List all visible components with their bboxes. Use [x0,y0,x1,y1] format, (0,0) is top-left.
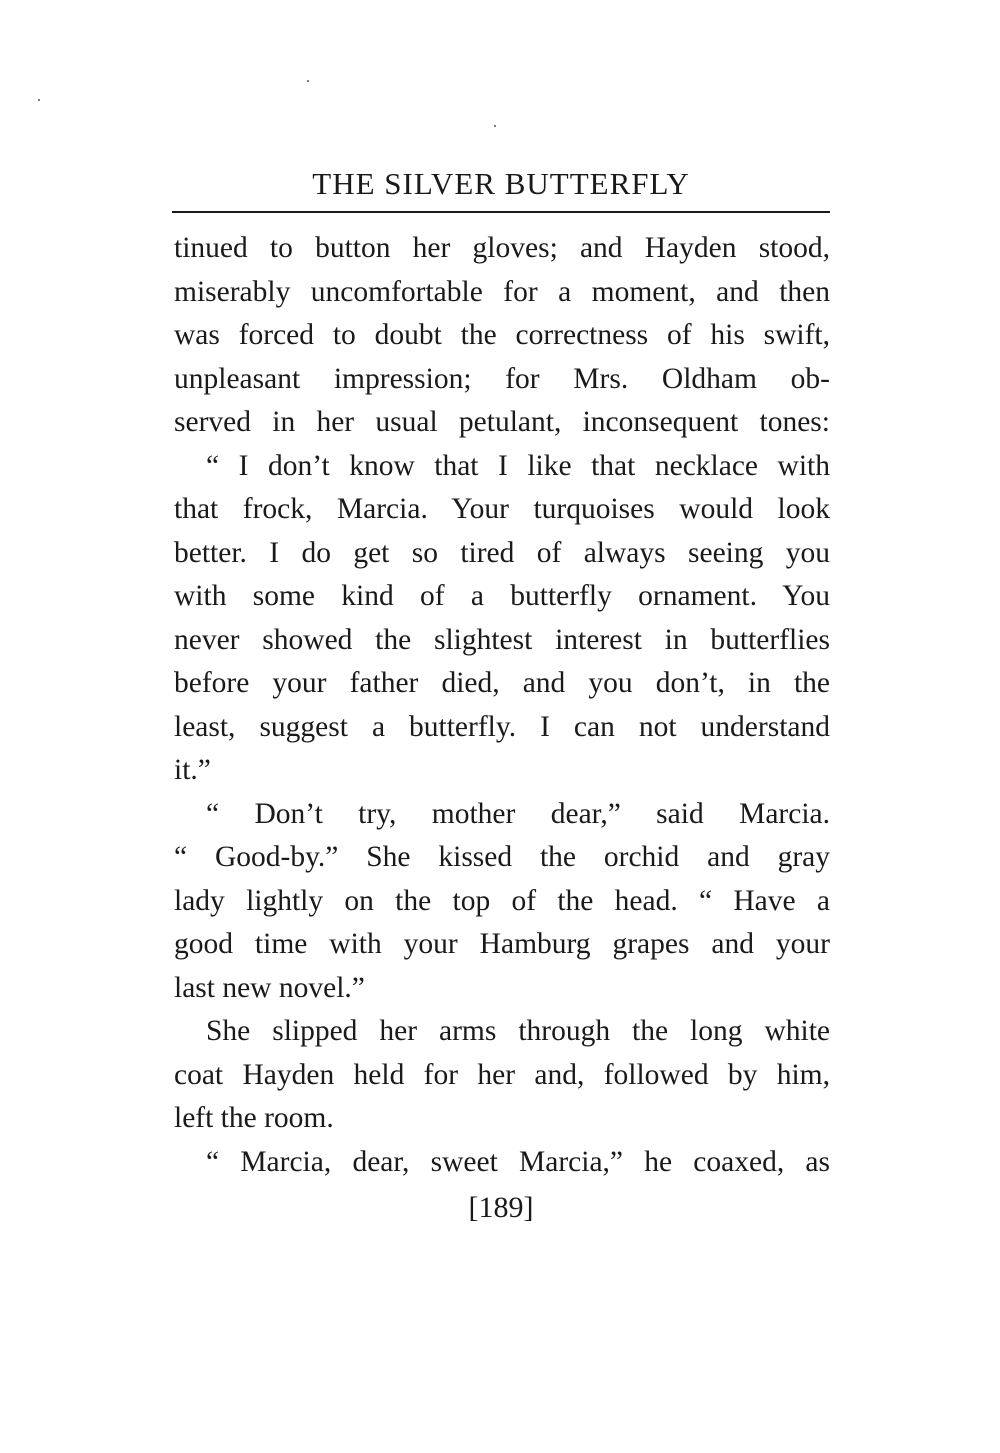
text-line: that frock, Marcia. Your turquoises would look [174,493,830,525]
text-line: She slipped her arms through the long white [206,1015,830,1047]
text-line: never showed the slightest interest in butterflies [174,623,830,656]
text-line: least, suggest a butterfly. I can not understand [174,710,830,743]
text-line: miserably uncomfortable for a moment, and then [174,275,830,308]
scan-speck [494,125,496,127]
scan-speck [307,80,309,82]
page-number: [189] [468,1191,534,1224]
text-line: unpleasant impression; for Mrs. Oldham ob- [174,362,830,395]
text-line: “ Don’t try, mother dear,” said Marcia. [206,797,830,830]
text-line: good time with your Hamburg grapes and your [174,928,830,960]
text-line: left the room. [174,1102,334,1134]
text-line: “ I don’t know that I like that necklace with [206,449,830,482]
scan-speck [38,99,40,101]
text-line: was forced to doubt the correctness of his swift, [174,319,830,351]
text-line: lady lightly on the top of the head. “ Have a [174,884,830,917]
text-line: “ Marcia, dear, sweet Marcia,” he coaxed, as [206,1145,830,1178]
text-line: served in her usual petulant, inconsequent tones: [174,406,830,438]
running-head: THE SILVER BUTTERFLY [312,166,690,201]
body-text [174,227,830,1184]
text-line: last new novel.” [174,971,365,1004]
text-line: with some kind of a butterfly ornament. You [174,580,830,612]
header-rule [172,211,830,213]
text-line: coat Hayden held for her and, followed by him, [174,1058,830,1091]
text-line: “ Good-by.” She kissed the orchid and gray [174,841,830,873]
text-line: before your father died, and you don’t, in the [174,667,830,699]
text-line: tinued to button her gloves; and Hayden stood, [174,232,830,264]
text-line: better. I do get so tired of always seeing you [174,536,830,569]
text-line: it.” [174,754,211,786]
